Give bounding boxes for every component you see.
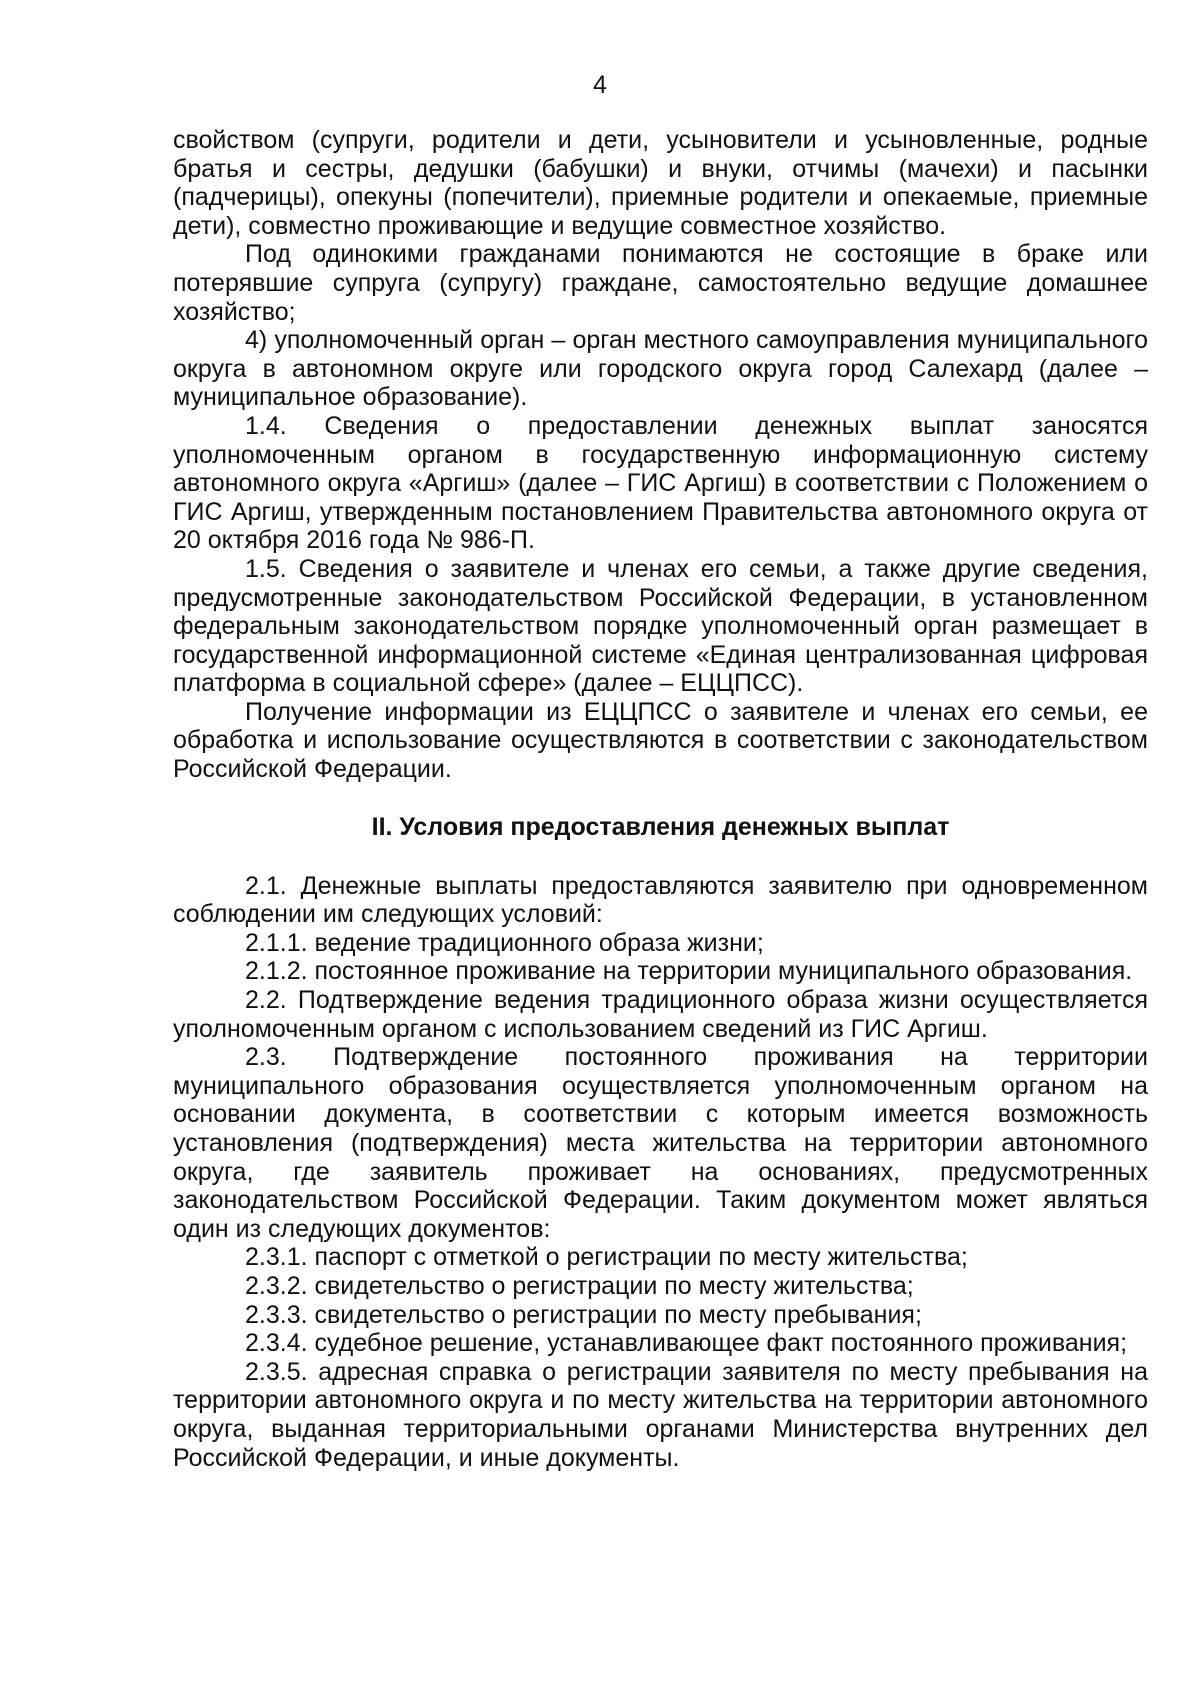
paragraph: свойством (супруги, родители и дети, усыновители и усыновленные, родные братья и сестры, дедушки (бабушки) и внуки, отчимы (мачехи) и пасынки (падчерицы), опекуны (попечители), приемные родители и опекаемые, приемные дети), совместно проживающие и ведущие совместное хозяйство.	[173, 126, 1148, 240]
paragraph: 4) уполномоченный орган – орган местного самоуправления муниципального округа в автономном округе или городского округа город Салехард (далее – муниципальное образование).	[173, 326, 1148, 412]
list-item: 2.3.4. судебное решение, устанавливающее факт постоянного проживания;	[245, 1329, 1128, 1358]
document-body	[173, 126, 1148, 1472]
paragraph: Получение информации из ЕЦЦПСС о заявителе и членах его семьи, ее обработка и использование осуществляются в соответствии с законодательством Российской Федерации.	[173, 697, 1148, 784]
paragraph: Под одинокими гражданами понимаются не состоящие в браке или потерявшие супруга (супругу) граждане, самостоятельно ведущие домашнее хозяйство;	[173, 240, 1148, 326]
page-number: 4	[593, 71, 607, 99]
paragraph: 2.1.1. ведение традиционного образа жизни;	[245, 928, 764, 957]
list-item: 2.3.3. свидетельство о регистрации по месту пребывания;	[245, 1300, 922, 1329]
paragraph: 2.3. Подтверждение постоянного проживания на территории муниципального образования осуществляется уполномоченным органом на основании документа, в соответствии с которым имеется возможность установления (подтверждения) места жительства на территории автономного округа, где заявитель проживает на основаниях, предусмотренных законодательством Российской Федерации. Таким документом может являться один из следующих документов:	[173, 1043, 1148, 1243]
paragraph: 2.1. Денежные выплаты предоставляются заявителю при одновременном соблюдении им следующих условий:	[173, 871, 1148, 929]
paragraph: 1.4. Сведения о предоставлении денежных выплат заносятся уполномоченным органом в государственную информационную систему автономного округа «Аргиш» (далее – ГИС Аргиш) в соответствии с Положением о ГИС Аргиш, утвержденным постановлением Правительства автономного округа от 20 октября 2016 года № 986-П.	[173, 411, 1148, 555]
list-item: 2.3.1. паспорт с отметкой о регистрации по месту жительства;	[245, 1243, 968, 1272]
list-item: 2.3.2. свидетельство о регистрации по месту жительства;	[245, 1271, 914, 1300]
section-heading: II. Условия предоставления денежных выплат	[371, 812, 950, 841]
paragraph: 2.2. Подтверждение ведения традиционного образа жизни осуществляется уполномоченным органом с использованием сведений из ГИС Аргиш.	[173, 986, 1148, 1043]
paragraph: 2.1.2. постоянное проживание на территории муниципального образования.	[245, 957, 1133, 986]
list-item: 2.3.5. адресная справка о регистрации заявителя по месту пребывания на территории автономного округа и по месту жительства на территории автономного округа, выданная территориальными органами Министерства внутренних дел Российской Федерации, и иные документы.	[173, 1357, 1148, 1472]
paragraph: 1.5. Сведения о заявителе и членах его семьи, а также другие сведения, предусмотренные законодательством Российской Федерации, в установленном федеральным законодательством порядке уполномоченный орган размещает в государственной информационной системе «Единая централизованная цифровая платформа в социальной сфере» (далее – ЕЦЦПСС).	[173, 554, 1148, 698]
